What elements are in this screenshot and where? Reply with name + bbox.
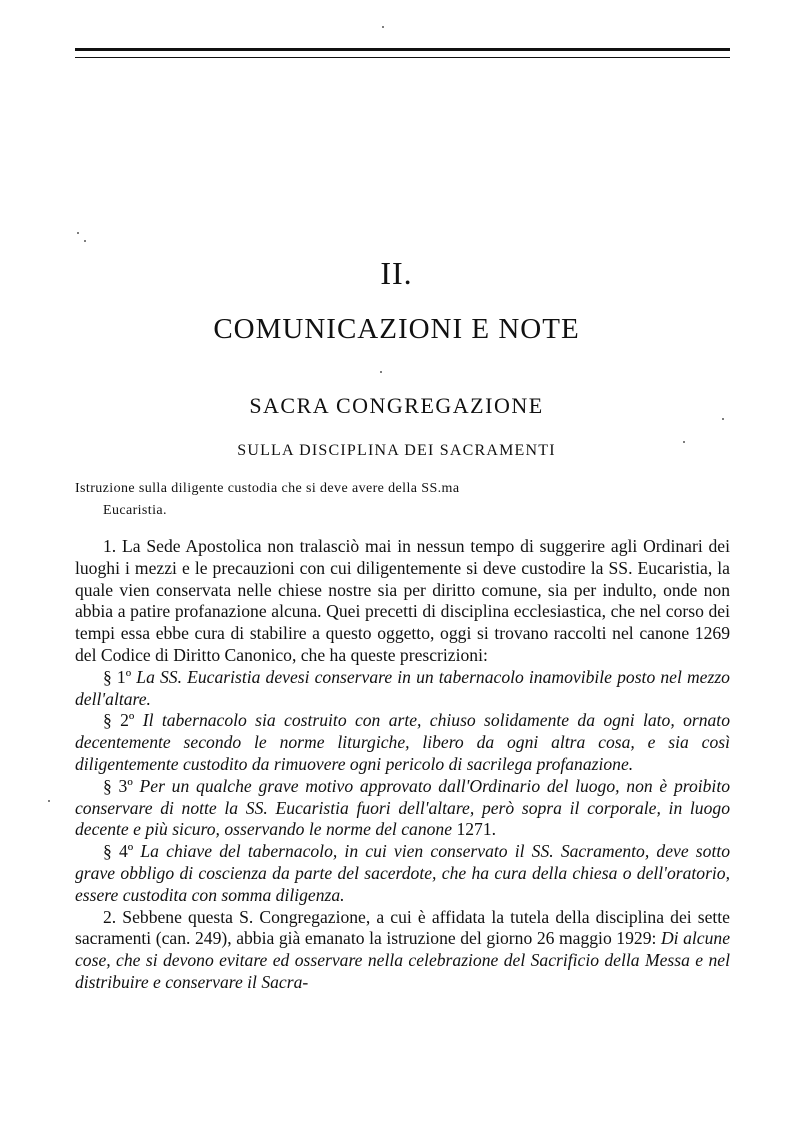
section-4 [75, 841, 730, 906]
paragraph-2 [75, 907, 730, 994]
discipline-heading: SULLA DISCIPLINA DEI SACRAMENTI [237, 442, 556, 459]
section-3-end: 1271. [456, 819, 497, 840]
section-4-text: La chiave del tabernacolo, in cui vien conservato il SS. Sacramento, deve sotto grave obbligo di coscienza da parte del sacerdote, che ha cura della chiesa o dell'oratorio, essere custodita con somma diligenza. [75, 841, 731, 905]
section-title: COMUNICAZIONI E NOTE [213, 313, 580, 345]
congregation-heading: SACRA CONGREGAZIONE [249, 393, 544, 418]
instruction-title-line1: Istruzione sulla diligente custodia che si deve avere della SS.ma [75, 481, 460, 496]
scan-speck [48, 800, 50, 802]
section-3 [75, 776, 730, 841]
top-rule-thin [75, 57, 730, 58]
scan-speck [683, 441, 685, 443]
section-1-text: La SS. Eucaristia devesi conservare in un tabernacolo inamovibile posto nel mezzo dell'altare. [75, 666, 730, 709]
section-1-mark: § 1º [103, 666, 132, 687]
instruction-title-line2: Eucaristia. [103, 503, 167, 518]
section-4-mark: § 4º [103, 841, 134, 862]
section-2-text: Il tabernacolo sia costruito con arte, chiuso solidamente da ogni lato, ornato decentemente secondo le norme liturgiche, libero da ogni altra cosa, e sia così diligentemente custodito da rimuovere ogni pericolo di sacrilega profanazione. [75, 710, 730, 774]
section-number: II. [380, 255, 413, 291]
scan-speck [722, 418, 724, 420]
paragraph-1: 1. La Sede Apostolica non tralasciò mai in nessun tempo di suggerire agli Ordinari dei luoghi i mezzi e le precauzioni con cui diligentemente si deve custodire la SS. Eucaristia, la quale vien conservata nelle chiese nostre sia per diritto comune, sia per indulto, onde non abbia a patire profanazione alcuna. Quei precetti di disciplina ecclesiastica, che nel corso dei tempi essa ebbe cura di stabilire a questo oggetto, oggi si trovano raccolti nel canone 1269 del Codice di Diritto Canonico, che ha queste prescrizioni: [75, 536, 730, 665]
instruction-title [75, 478, 730, 522]
section-2-mark: § 2º [103, 710, 135, 731]
paragraph-2-text: 2. Sebbene questa S. Congregazione, a cui è affidata la tutela della disciplina dei sette sacramenti (can. 249), abbia già emanato la istruzione del giorno 26 maggio 1929: [75, 906, 730, 949]
section-2 [75, 710, 730, 775]
section-1 [75, 667, 730, 711]
scan-speck [77, 232, 79, 234]
scan-speck [380, 371, 382, 373]
paragraph-2-italic: Di alcune cose, che si devono evitare ed osservare nella celebrazione del Sacrificio della Messa e nel distribuire e conservare il Sacra- [75, 928, 731, 992]
scan-speck [382, 26, 384, 28]
top-rule-thick [75, 48, 730, 51]
section-3-text: Per un qualche grave motivo approvato dall'Ordinario del luogo, non è proibito conservare di notte la SS. Eucaristia fuori dell'altare, però sopra il corporale, in luogo decente e più sicuro, osservando le norme del canone [75, 775, 731, 840]
document-body [75, 536, 730, 994]
section-3-mark: § 3º [103, 775, 133, 796]
scan-speck [84, 240, 86, 242]
